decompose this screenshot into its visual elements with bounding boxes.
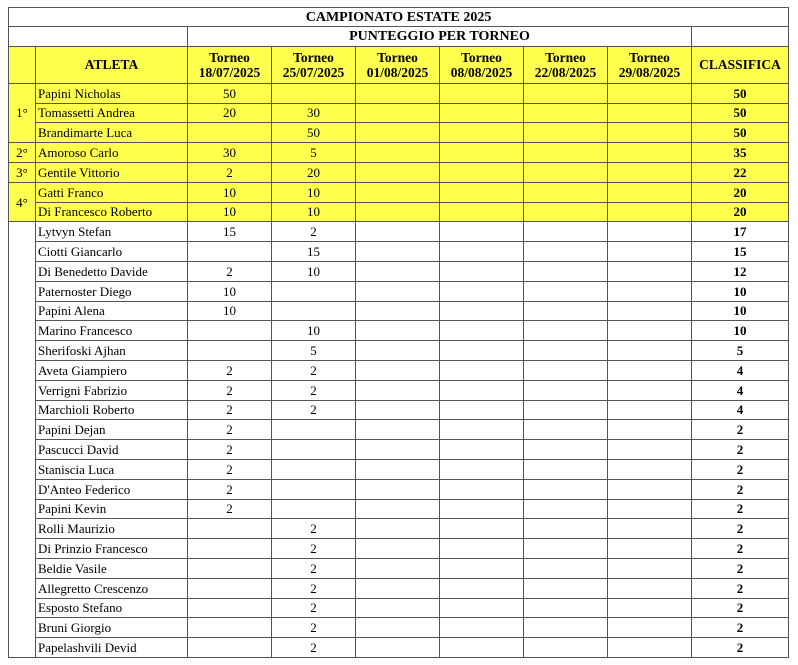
ranking-total: 12 — [692, 261, 789, 281]
athlete-name: Staniscia Luca — [36, 459, 188, 479]
athlete-name: Aveta Giampiero — [36, 360, 188, 380]
score-cell — [440, 360, 524, 380]
table-row — [9, 222, 789, 242]
score-cell: 10 — [272, 261, 356, 281]
title-row — [9, 8, 789, 27]
score-cell: 30 — [188, 143, 272, 163]
table-row — [9, 123, 789, 143]
blank-cell — [9, 27, 188, 47]
table-row — [9, 578, 789, 598]
score-cell — [524, 420, 608, 440]
table-row — [9, 400, 789, 420]
score-cell — [524, 123, 608, 143]
score-cell: 2 — [272, 578, 356, 598]
score-cell — [440, 162, 524, 182]
score-cell — [272, 499, 356, 519]
athlete-header: ATLETA — [36, 46, 188, 83]
score-cell — [356, 222, 440, 242]
score-cell — [524, 301, 608, 321]
table-row — [9, 519, 789, 539]
tournament-label: Torneo — [545, 49, 586, 65]
score-cell — [524, 459, 608, 479]
score-cell — [608, 459, 692, 479]
score-cell — [356, 202, 440, 222]
tournament-label: Torneo — [629, 49, 670, 65]
score-cell — [440, 459, 524, 479]
ranking-total: 10 — [692, 301, 789, 321]
score-cell: 50 — [272, 123, 356, 143]
score-cell — [608, 103, 692, 123]
score-cell: 15 — [188, 222, 272, 242]
table-row — [9, 380, 789, 400]
score-cell — [440, 341, 524, 361]
score-cell — [524, 578, 608, 598]
table-row — [9, 479, 789, 499]
athlete-name: Bruni Giorgio — [36, 618, 188, 638]
score-cell: 15 — [272, 242, 356, 262]
score-cell — [524, 558, 608, 578]
score-cell — [608, 242, 692, 262]
score-cell: 20 — [272, 162, 356, 182]
score-cell — [524, 499, 608, 519]
score-cell: 10 — [272, 321, 356, 341]
table-row — [9, 281, 789, 301]
score-cell — [356, 143, 440, 163]
ranking-total: 2 — [692, 479, 789, 499]
score-cell — [356, 479, 440, 499]
tournament-date: 01/08/2025 — [366, 64, 429, 80]
score-cell — [356, 420, 440, 440]
score-cell: 2 — [188, 380, 272, 400]
score-cell — [188, 598, 272, 618]
score-cell — [356, 83, 440, 103]
score-cell — [188, 123, 272, 143]
athlete-name: Di Benedetto Davide — [36, 261, 188, 281]
score-cell — [440, 558, 524, 578]
athlete-name: Marchioli Roberto — [36, 400, 188, 420]
athlete-name: Papelashvili Devid — [36, 638, 188, 658]
score-cell — [356, 499, 440, 519]
score-cell — [608, 440, 692, 460]
score-cell: 50 — [188, 83, 272, 103]
blank-cell — [692, 27, 789, 47]
table-row — [9, 341, 789, 361]
score-cell — [356, 321, 440, 341]
score-cell — [188, 558, 272, 578]
score-cell: 5 — [272, 341, 356, 361]
table-row — [9, 360, 789, 380]
tournament-date: 29/08/2025 — [618, 64, 681, 80]
ranking-total: 5 — [692, 341, 789, 361]
athlete-name: Pascucci David — [36, 440, 188, 460]
score-cell: 2 — [188, 360, 272, 380]
score-cell — [608, 182, 692, 202]
tournament-header — [608, 46, 692, 83]
score-cell — [356, 242, 440, 262]
table-row — [9, 459, 789, 479]
score-cell — [524, 400, 608, 420]
score-cell — [608, 281, 692, 301]
score-cell — [608, 380, 692, 400]
table-row — [9, 558, 789, 578]
ranking-total: 22 — [692, 162, 789, 182]
score-cell — [440, 123, 524, 143]
score-cell — [524, 618, 608, 638]
rank-cell — [9, 222, 36, 658]
score-cell: 2 — [272, 539, 356, 559]
ranking-total: 2 — [692, 598, 789, 618]
ranking-total: 4 — [692, 360, 789, 380]
score-cell — [356, 360, 440, 380]
table-row — [9, 143, 789, 163]
score-cell: 2 — [188, 400, 272, 420]
score-cell: 2 — [188, 440, 272, 460]
score-cell — [608, 123, 692, 143]
score-cell — [440, 618, 524, 638]
score-cell — [272, 83, 356, 103]
tournament-header — [356, 46, 440, 83]
score-cell — [524, 479, 608, 499]
table-row — [9, 162, 789, 182]
score-cell — [524, 360, 608, 380]
ranking-total: 2 — [692, 519, 789, 539]
athlete-name: Papini Alena — [36, 301, 188, 321]
score-cell — [608, 479, 692, 499]
athlete-name: Di Francesco Roberto — [36, 202, 188, 222]
score-cell — [440, 202, 524, 222]
table-row — [9, 618, 789, 638]
score-cell — [608, 598, 692, 618]
score-cell — [272, 459, 356, 479]
ranking-total: 50 — [692, 103, 789, 123]
score-cell: 5 — [272, 143, 356, 163]
score-cell — [524, 519, 608, 539]
tournament-header — [188, 46, 272, 83]
ranking-total: 2 — [692, 638, 789, 658]
score-cell — [440, 242, 524, 262]
table-row — [9, 182, 789, 202]
score-cell: 10 — [188, 301, 272, 321]
score-cell — [188, 242, 272, 262]
score-cell — [524, 182, 608, 202]
athlete-name: D'Anteo Federico — [36, 479, 188, 499]
ranking-total: 10 — [692, 321, 789, 341]
ranking-total: 4 — [692, 380, 789, 400]
rank-cell: 2° — [9, 143, 36, 163]
score-cell — [524, 103, 608, 123]
score-cell — [608, 341, 692, 361]
ranking-total: 35 — [692, 143, 789, 163]
ranking-total: 15 — [692, 242, 789, 262]
ranking-total: 50 — [692, 83, 789, 103]
table-row — [9, 103, 789, 123]
score-cell — [188, 321, 272, 341]
rank-cell: 3° — [9, 162, 36, 182]
score-cell: 2 — [188, 499, 272, 519]
athlete-name: Beldie Vasile — [36, 558, 188, 578]
table-row — [9, 638, 789, 658]
athlete-name: Di Prinzio Francesco — [36, 539, 188, 559]
score-cell — [356, 539, 440, 559]
score-cell — [524, 539, 608, 559]
score-cell — [608, 539, 692, 559]
score-cell — [524, 598, 608, 618]
score-cell — [608, 301, 692, 321]
page-title: CAMPIONATO ESTATE 2025 — [9, 8, 789, 27]
score-cell: 2 — [272, 558, 356, 578]
athlete-name: Verrigni Fabrizio — [36, 380, 188, 400]
score-cell: 2 — [272, 400, 356, 420]
score-cell — [272, 281, 356, 301]
table-row — [9, 261, 789, 281]
header-row — [9, 46, 789, 83]
athlete-name: Lytvyn Stefan — [36, 222, 188, 242]
subtitle-row — [9, 27, 789, 47]
score-cell — [440, 440, 524, 460]
score-cell: 2 — [188, 162, 272, 182]
athlete-name: Gentile Vittorio — [36, 162, 188, 182]
standings-table — [8, 7, 789, 658]
score-cell — [272, 301, 356, 321]
score-cell: 2 — [188, 479, 272, 499]
score-cell: 10 — [272, 202, 356, 222]
ranking-total: 2 — [692, 499, 789, 519]
athlete-name: Papini Kevin — [36, 499, 188, 519]
score-cell — [188, 341, 272, 361]
ranking-total: 20 — [692, 202, 789, 222]
table-row — [9, 242, 789, 262]
score-cell — [608, 400, 692, 420]
athlete-name: Tomassetti Andrea — [36, 103, 188, 123]
score-cell — [356, 618, 440, 638]
athlete-name: Rolli Maurizio — [36, 519, 188, 539]
ranking-total: 20 — [692, 182, 789, 202]
ranking-total: 2 — [692, 558, 789, 578]
ranking-total: 10 — [692, 281, 789, 301]
score-cell — [356, 380, 440, 400]
score-cell — [356, 341, 440, 361]
score-cell — [524, 162, 608, 182]
score-cell — [608, 618, 692, 638]
rank-header — [9, 46, 36, 83]
score-cell — [608, 499, 692, 519]
score-cell: 2 — [188, 261, 272, 281]
ranking-total: 2 — [692, 420, 789, 440]
score-cell — [440, 638, 524, 658]
score-cell — [188, 618, 272, 638]
score-cell — [524, 380, 608, 400]
score-cell: 2 — [272, 360, 356, 380]
table-row — [9, 499, 789, 519]
score-cell — [440, 539, 524, 559]
tournament-label: Torneo — [293, 49, 334, 65]
score-cell — [608, 162, 692, 182]
score-cell — [524, 261, 608, 281]
score-cell — [608, 558, 692, 578]
score-cell — [188, 578, 272, 598]
score-cell — [356, 578, 440, 598]
score-cell — [524, 143, 608, 163]
score-cell — [440, 598, 524, 618]
athlete-name: Ciotti Giancarlo — [36, 242, 188, 262]
athlete-name: Paternoster Diego — [36, 281, 188, 301]
score-cell: 30 — [272, 103, 356, 123]
ranking-total: 2 — [692, 618, 789, 638]
score-cell — [356, 519, 440, 539]
table-row — [9, 321, 789, 341]
score-cell — [356, 182, 440, 202]
table-row — [9, 598, 789, 618]
score-cell — [356, 281, 440, 301]
score-cell — [440, 222, 524, 242]
score-cell — [608, 321, 692, 341]
score-cell — [356, 558, 440, 578]
score-cell — [524, 222, 608, 242]
ranking-total: 17 — [692, 222, 789, 242]
table-row — [9, 202, 789, 222]
score-cell — [272, 420, 356, 440]
score-cell — [272, 440, 356, 460]
score-cell — [608, 222, 692, 242]
score-cell — [440, 499, 524, 519]
score-cell — [356, 440, 440, 460]
ranking-header: CLASSIFICA — [692, 46, 789, 83]
score-cell — [524, 202, 608, 222]
score-cell — [440, 103, 524, 123]
ranking-total: 2 — [692, 578, 789, 598]
score-cell — [440, 83, 524, 103]
score-cell — [188, 539, 272, 559]
score-cell — [356, 103, 440, 123]
score-cell — [524, 321, 608, 341]
score-cell — [608, 519, 692, 539]
score-cell — [188, 519, 272, 539]
athlete-name: Sherifoski Ajhan — [36, 341, 188, 361]
athlete-name: Brandimarte Luca — [36, 123, 188, 143]
score-cell: 2 — [272, 618, 356, 638]
athlete-name: Gatti Franco — [36, 182, 188, 202]
score-cell: 2 — [188, 459, 272, 479]
score-cell — [608, 638, 692, 658]
score-cell — [608, 420, 692, 440]
athlete-name: Marino Francesco — [36, 321, 188, 341]
tournament-label: Torneo — [377, 49, 418, 65]
tournament-label: Torneo — [461, 49, 502, 65]
score-cell — [524, 440, 608, 460]
ranking-total: 50 — [692, 123, 789, 143]
score-cell: 2 — [272, 222, 356, 242]
score-cell — [608, 202, 692, 222]
score-cell — [440, 301, 524, 321]
score-cell — [524, 281, 608, 301]
table-row — [9, 539, 789, 559]
tournament-date: 25/07/2025 — [282, 64, 345, 80]
score-cell — [356, 123, 440, 143]
tournament-header — [524, 46, 608, 83]
athlete-name: Papini Nicholas — [36, 83, 188, 103]
score-cell — [524, 341, 608, 361]
score-cell: 2 — [272, 598, 356, 618]
ranking-total: 2 — [692, 539, 789, 559]
score-cell — [440, 400, 524, 420]
score-cell — [440, 182, 524, 202]
score-cell — [524, 83, 608, 103]
tournament-label: Torneo — [209, 49, 250, 65]
score-cell — [440, 143, 524, 163]
score-cell: 10 — [188, 182, 272, 202]
score-cell — [440, 281, 524, 301]
score-cell: 10 — [188, 202, 272, 222]
tournament-date: 22/08/2025 — [534, 64, 597, 80]
score-cell — [356, 598, 440, 618]
score-cell — [356, 459, 440, 479]
score-cell: 2 — [272, 380, 356, 400]
table-row — [9, 440, 789, 460]
section-subtitle: PUNTEGGIO PER TORNEO — [188, 27, 692, 47]
score-cell — [608, 261, 692, 281]
rank-cell: 1° — [9, 83, 36, 142]
score-cell: 2 — [188, 420, 272, 440]
table-row — [9, 301, 789, 321]
score-cell: 20 — [188, 103, 272, 123]
score-cell — [440, 261, 524, 281]
table-row — [9, 420, 789, 440]
score-cell — [440, 321, 524, 341]
athlete-name: Allegretto Crescenzo — [36, 578, 188, 598]
score-cell — [356, 638, 440, 658]
score-cell: 2 — [272, 519, 356, 539]
standings-sheet — [8, 7, 789, 658]
ranking-total: 4 — [692, 400, 789, 420]
tournament-header — [272, 46, 356, 83]
score-cell — [440, 519, 524, 539]
score-cell — [524, 242, 608, 262]
score-cell — [608, 83, 692, 103]
score-cell — [188, 638, 272, 658]
score-cell — [608, 143, 692, 163]
score-cell — [356, 162, 440, 182]
score-cell — [272, 479, 356, 499]
score-cell — [356, 301, 440, 321]
ranking-total: 2 — [692, 440, 789, 460]
table-row — [9, 83, 789, 103]
athlete-name: Amoroso Carlo — [36, 143, 188, 163]
standings-body — [9, 8, 789, 658]
score-cell — [608, 360, 692, 380]
tournament-header — [440, 46, 524, 83]
tournament-date: 08/08/2025 — [450, 64, 513, 80]
tournament-date: 18/07/2025 — [198, 64, 261, 80]
ranking-total: 2 — [692, 459, 789, 479]
athlete-name: Esposto Stefano — [36, 598, 188, 618]
score-cell: 2 — [272, 638, 356, 658]
athlete-name: Papini Dejan — [36, 420, 188, 440]
score-cell — [440, 578, 524, 598]
score-cell — [440, 479, 524, 499]
rank-cell: 4° — [9, 182, 36, 222]
score-cell — [440, 380, 524, 400]
score-cell: 10 — [272, 182, 356, 202]
score-cell — [356, 400, 440, 420]
score-cell — [356, 261, 440, 281]
score-cell: 10 — [188, 281, 272, 301]
score-cell — [524, 638, 608, 658]
score-cell — [440, 420, 524, 440]
score-cell — [608, 578, 692, 598]
